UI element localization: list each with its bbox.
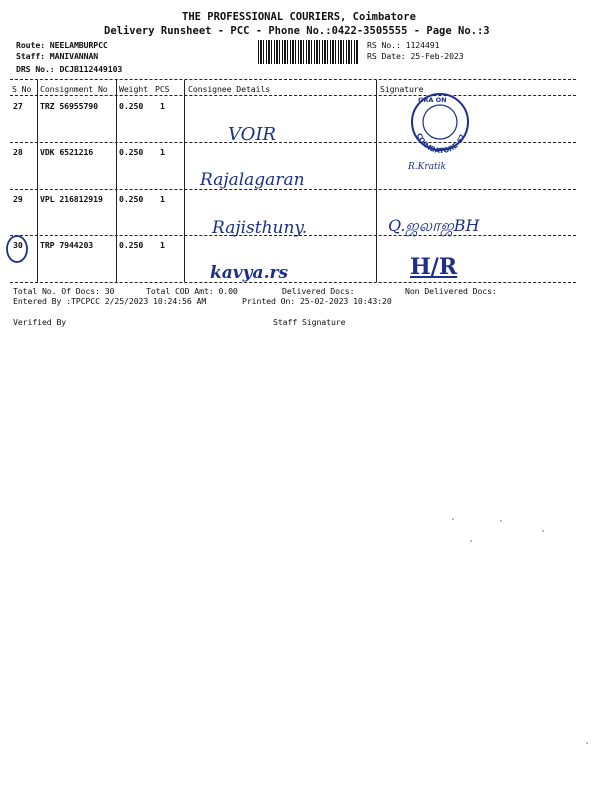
total-docs: Total No. Of Docs: 30 [13, 286, 115, 296]
row-weight: 0.250 [119, 240, 144, 250]
total-cod: Total COD Amt: 0.00 [146, 286, 238, 296]
verified-by: Verified By [13, 317, 67, 327]
row-consignment: TRZ 56955790 [40, 101, 98, 111]
row-consignment: VDK 6521216 [40, 147, 94, 157]
row-consignment: VPL 216812919 [40, 194, 103, 204]
scan-speck [542, 530, 544, 532]
rs-number: RS No.: 1124491 [367, 40, 440, 50]
scan-speck [452, 518, 454, 520]
col-consignment: Consignment No [40, 84, 108, 94]
consignee-handwriting: VOIR [228, 124, 277, 145]
scan-speck [500, 520, 502, 522]
company-title: THE PROFESSIONAL COURIERS, Coimbatore [182, 11, 416, 23]
row-sno: 30 [13, 240, 23, 250]
stamp-outer-text: COIMBATORE-62 [414, 132, 467, 154]
row-consignment: TRP 7944203 [40, 240, 94, 250]
signature-handwriting: R.Kratik [408, 162, 446, 172]
entered-by: Entered By :TPCPCC 2/25/2023 10:24:56 AM [13, 296, 207, 306]
col-divider [116, 80, 117, 282]
staff-signature: Staff Signature [273, 317, 346, 327]
row-weight: 0.250 [119, 147, 144, 157]
consignee-handwriting: Rajalagaran [200, 170, 305, 190]
signature-handwriting: Q.ஜலாஜBH [388, 216, 480, 235]
col-sno: S No [12, 84, 32, 94]
barcode [258, 40, 358, 64]
delivered-docs: Delivered Docs: [282, 286, 355, 296]
row-weight: 0.250 [119, 194, 144, 204]
signature-handwriting: H/R [410, 254, 458, 280]
row-rule [10, 142, 576, 143]
row-pcs: 1 [160, 101, 165, 111]
company-stamp [404, 88, 484, 154]
stamp-top-text: GRA ON [418, 96, 447, 104]
col-consignee: Consignee Details [188, 84, 271, 94]
svg-text:COIMBATORE-62 [415, 132, 467, 154]
row-pcs: 1 [160, 147, 165, 157]
consignee-handwriting: kavya.rs [210, 263, 289, 283]
row-sno: 27 [13, 101, 23, 111]
consignee-handwriting: Rajisthuny. [212, 218, 308, 238]
drs-number: DRS No.: DCJB112449103 [16, 64, 123, 74]
staff-label: Staff: MANIVANNAN [16, 51, 99, 61]
row-sno: 29 [13, 194, 23, 204]
non-delivered-docs: Non Delivered Docs: [405, 286, 497, 296]
runsheet-subtitle: Delivery Runsheet - PCC - Phone No.:0422-3505555 - Page No.:3 [104, 25, 490, 37]
col-weight: Weight [119, 84, 148, 94]
col-pcs: PCS [155, 84, 170, 94]
row-sno: 28 [13, 147, 23, 157]
row-rule [10, 189, 576, 190]
scan-speck [586, 742, 588, 744]
row-pcs: 1 [160, 194, 165, 204]
col-signature: Signature [380, 84, 424, 94]
col-divider [184, 80, 185, 282]
row-weight: 0.250 [119, 101, 144, 111]
rs-date: RS Date: 25-Feb-2023 [367, 51, 464, 61]
table-bottom-rule [10, 282, 576, 283]
row-pcs: 1 [160, 240, 165, 250]
table-top-rule [10, 79, 576, 80]
scan-speck [470, 540, 472, 542]
col-divider [376, 80, 377, 282]
printed-on: Printed On: 25-02-2023 10:43:20 [242, 296, 392, 306]
header-bottom-rule [10, 95, 576, 96]
row-rule [10, 235, 576, 236]
col-divider [37, 80, 38, 282]
route-label: Route: NEELAMBURPCC [16, 40, 108, 50]
